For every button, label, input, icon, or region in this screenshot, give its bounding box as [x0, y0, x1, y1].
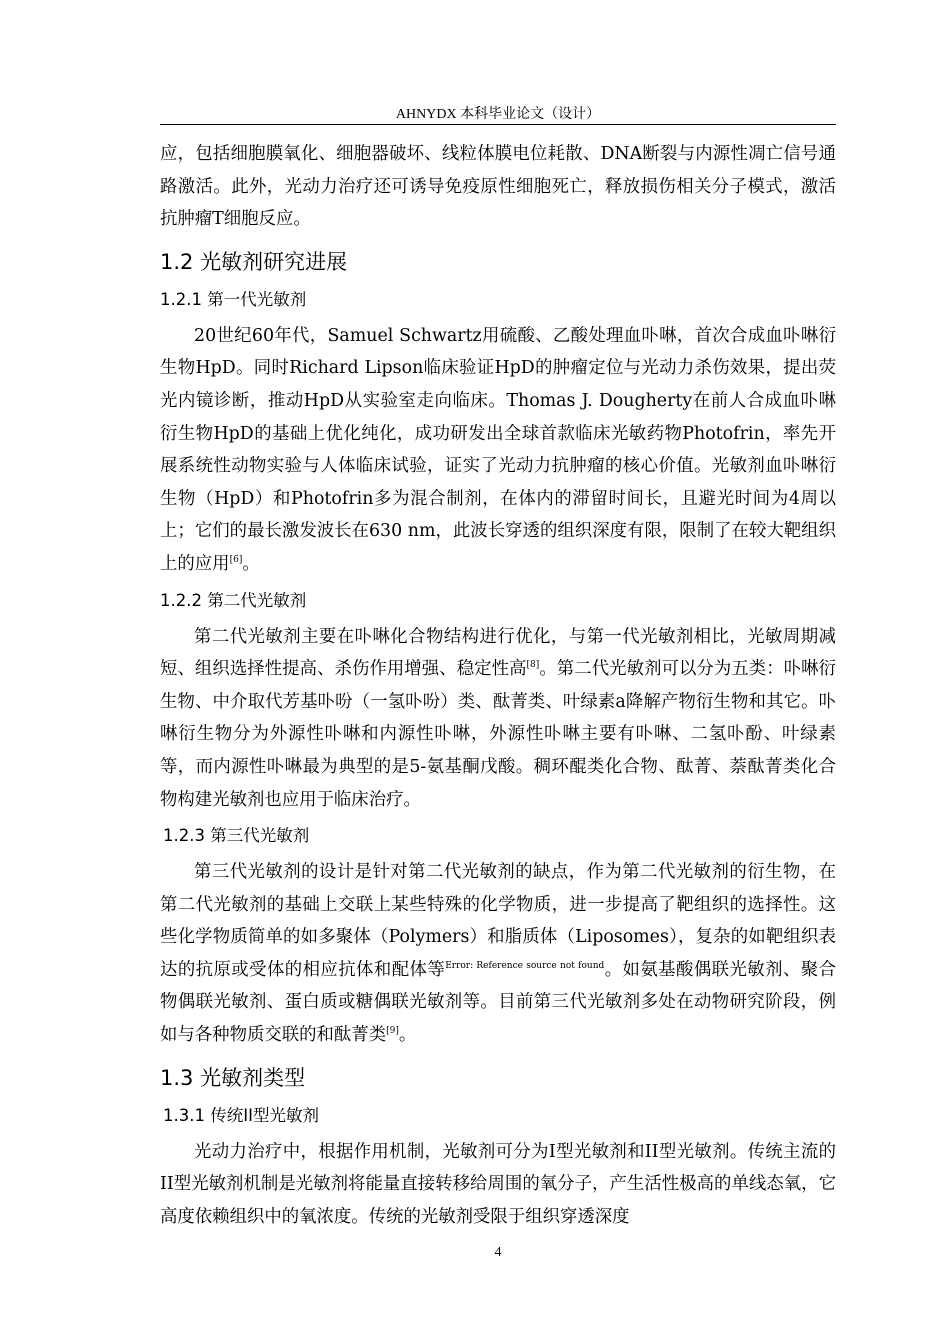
paragraph-text: 第二代光敏剂主要在卟啉化合物结构进行优化，与第一代光敏剂相比，光敏周期减短、组织选择性提高、杀伤作用增强、稳定性高	[160, 626, 836, 680]
paragraph-second-generation	[160, 621, 836, 817]
paragraph-first-generation	[160, 320, 836, 581]
section-heading-1-3: 1.3 光敏剂类型	[160, 1065, 306, 1090]
subsection-heading-1-2-2: 1.2.2 第二代光敏剂	[160, 590, 307, 610]
page-number: 4	[494, 1245, 502, 1260]
paragraph-end: 。	[398, 1025, 417, 1046]
subsection-heading-1-3-1: 1.3.1 传统II型光敏剂	[163, 1105, 319, 1125]
page-body	[160, 138, 836, 1233]
paragraph-third-generation	[160, 856, 836, 1052]
citation-ref: [9]	[386, 1026, 399, 1037]
subsection-heading-1-2-1: 1.2.1 第一代光敏剂	[160, 289, 307, 309]
paragraph-end: 。	[242, 553, 260, 574]
paragraph-continuation: 应，包括细胞膜氧化、细胞器破坏、线粒体膜电位耗散、DNA断裂与内源性凋亡信号通路激活。此外，光动力治疗还可诱导免疫原性细胞死亡，释放损伤相关分子模式，激活抗肿瘤T细胞反应。	[160, 144, 836, 230]
paragraph-text: 。第二代光敏剂可以分为五类：卟啉衍生物、中介取代芳基卟吩（一氢卟吩）类、酞菁类、叶绿素a降解产物衍生物和其它。卟啉衍生物分为外源性卟啉和内源性卟啉，外源性卟啉主要有卟啉、二氢卟酚、叶绿素等，而内源性卟啉最为典型的是5-氨基酮戊酸。稠环醌类化合物、酞菁、萘酞菁类化合物构建光敏剂也应用于临床治疗。	[160, 659, 836, 810]
paragraph-text: 20世纪60年代，Samuel Schwartz用硫酸、乙酸处理血卟啉，首次合成血卟啉衍生物HpD。同时Richard Lipson临床验证HpD的肿瘤定位与光动力杀伤效果，提出荧光内镜诊断，推动HpD从实验室走向临床。Thomas J. Dougherty在前人合成血卟啉衍生物HpD的基础上优化纯化，成功研发出全球首款临床光敏药物Photofrin，率先开展系统性动物实验与人体临床试验，证实了光动力抗肿瘤的核心价值。光敏剂血卟啉衍生物（HpD）和Photofrin多为混合制剂，在体内的滞留时间长，且避光时间为4周以上；它们的最长激发波长在630 nm，此波长穿透的组织深度有限，限制了在较大靶组织上的应用	[160, 325, 836, 574]
paragraph-type-ii: 光动力治疗中，根据作用机制，光敏剂可分为I型光敏剂和II型光敏剂。传统主流的II型光敏剂机制是光敏剂将能量直接转移给周围的氧分子，产生活性极高的单线态氧，它高度依赖组织中的氧浓度。传统的光敏剂受限于组织穿透深度	[160, 1141, 836, 1227]
citation-ref: [8]	[526, 660, 540, 671]
running-header: AHNYDX 本科毕业论文（设计）	[395, 107, 601, 122]
paragraph-text: 第三代光敏剂的设计是针对第二代光敏剂的缺点，作为第二代光敏剂的衍生物，在第二代光敏剂的基础上交联上某些特殊的化学物质，进一步提高了靶组织的选择性。这些化学物质简单的如多聚体（Polymers）和脂质体（Liposomes），复杂的如靶组织表达的抗原或受体的相应抗体和配体等	[160, 862, 836, 980]
section-heading-1-2: 1.2 光敏剂研究进展	[160, 249, 348, 274]
citation-error: Error: Reference source not found	[445, 961, 605, 972]
paragraph-text: 。如氨基酸偶联光敏剂、聚合物偶联光敏剂、蛋白质或糖偶联光敏剂等。目前第三代光敏剂多处在动物研究阶段，例如与各种物质交联的和酞菁类	[160, 959, 836, 1046]
citation-ref: [6]	[229, 555, 243, 566]
header-rule	[160, 124, 836, 125]
subsection-heading-1-2-3: 1.2.3 第三代光敏剂	[163, 826, 310, 846]
